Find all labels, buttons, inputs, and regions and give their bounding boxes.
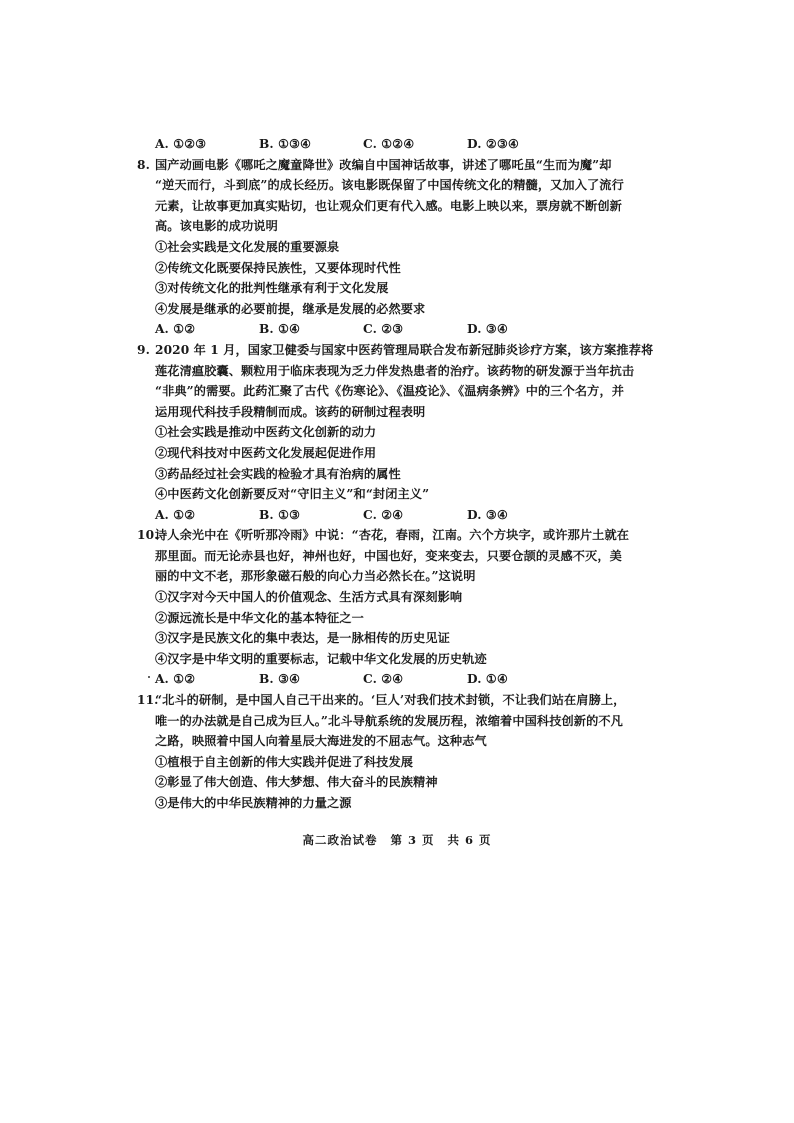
question-text-line: 高。该电影的成功说明 [155, 219, 278, 234]
answer-choice: C. ②④ [363, 672, 404, 687]
question-text-line: “逆天而行，斗到底”的成长经历。该电影既保留了中国传统文化的精髓，又加入了流行 [155, 178, 624, 193]
page-number: 第 3 页 [390, 833, 435, 847]
question-11 [137, 690, 675, 814]
statement-item: ②传统文化既要保持民族性，又要体现时代性 [155, 260, 401, 275]
answer-choice: D. ③④ [467, 322, 508, 337]
answer-choice: B. ①④ [259, 322, 301, 337]
answer-choice: A. ①②③ [155, 137, 207, 151]
answer-choice: D. ②③④ [467, 137, 519, 151]
question-text-line: 那里面。而无论赤县也好，神州也好，中国也好，变来变去，只要仓颉的灵感不灭，美 [155, 548, 622, 563]
question-text-line: 之路，映照着中国人向着星辰大海进发的不屈志气。这种志气 [155, 734, 487, 749]
scan-speck [148, 676, 150, 678]
answer-choice: A. ①② [155, 507, 196, 522]
answer-choice: C. ②③ [363, 322, 404, 337]
question-text-line: 丽的中文不老，那形象磁石般的向心力当必然长在。”这说明 [155, 569, 476, 584]
statement-item: ③对传统文化的批判性继承有利于文化发展 [155, 281, 389, 296]
question-number: 9. [137, 342, 150, 357]
question-10 [137, 525, 675, 690]
statement-item: ①社会实践是推动中医药文化创新的动力 [155, 425, 377, 440]
question-text-line: 国产动画电影《哪吒之魔童降世》改编自中国神话故事，讲述了哪吒虽“生而为魔”却 [155, 157, 612, 172]
question-content [137, 134, 675, 814]
statement-item: ①植根于自主创新的伟大实践并促进了科技发展 [155, 754, 414, 769]
statement-item: ②现代科技对中医药文化发展起促进作用 [155, 445, 377, 460]
question-number: 8. [137, 157, 150, 172]
answer-choice: C. ①②④ [363, 137, 415, 151]
answer-choice: A. ①② [155, 672, 196, 687]
answer-choices [155, 319, 675, 340]
statement-item: ②源远流长是中华文化的基本特征之一 [155, 610, 364, 625]
question-text-line: “北斗的研制，是中国人自己干出来的。‘巨人’对我们技术封锁，不让我们站在肩膀上， [155, 693, 626, 708]
statement-item: ④汉字是中华文明的重要标志，记载中华文化发展的历史轨迹 [155, 651, 487, 666]
question-text-line: 唯一的办法就是自己成为巨人。”北斗导航系统的发展历程，浓缩着中国科技创新的不凡 [155, 713, 623, 728]
answer-choice: B. ①③ [259, 507, 301, 522]
answer-choice: D. ①④ [467, 672, 508, 687]
statement-item: ④发展是继承的必要前提，继承是发展的必然要求 [155, 301, 426, 316]
answer-choice: B. ③④ [259, 672, 301, 687]
statement-item: ④中医药文化创新要反对“守旧主义”和“封闭主义” [155, 487, 430, 502]
question-text-line: 诗人余光中在《听听那冷雨》中说：“杏花，春雨，江南。六个方块字，或许那片土就在 [155, 528, 630, 543]
question-8 [137, 155, 675, 340]
statement-item: ②彰显了伟大创造、伟大梦想、伟大奋斗的民族精神 [155, 775, 438, 790]
answer-choices-q7 [155, 134, 675, 155]
statement-item: ③药品经过社会实践的检验才具有治病的属性 [155, 466, 401, 481]
question-text-line: 莲花清瘟胶囊、颗粒用于临床表现为乏力伴发热患者的治疗。该药物的研发源于当年抗击 [155, 363, 635, 378]
question-text-line: 运用现代科技手段精制而成。该药的研制过程表明 [155, 404, 426, 419]
answer-choices [155, 669, 675, 690]
question-number: 11. [137, 693, 159, 708]
answer-choices [155, 505, 675, 526]
exam-title: 高二政治试卷 [302, 833, 378, 847]
statement-item: ③汉字是民族文化的集中表达，是一脉相传的历史见证 [155, 631, 450, 646]
question-number: 10. [137, 528, 159, 543]
question-text-line: 2020 年 1 月，国家卫健委与国家中医药管理局联合发布新冠肺炎诊疗方案，该方案推荐将 [155, 342, 654, 357]
statement-item: ①社会实践是文化发展的重要源泉 [155, 239, 340, 254]
answer-choice: D. ③④ [467, 507, 508, 522]
answer-choice: C. ②④ [363, 507, 404, 522]
statement-item: ③是伟大的中华民族精神的力量之源 [155, 796, 352, 810]
answer-choice: A. ①② [155, 322, 196, 337]
question-text-line: 元素，让故事更加真实贴切，也让观众们更有代入感。电影上映以来，票房就不断创新 [155, 198, 622, 213]
statement-item: ①汉字对今天中国人的价值观念、生活方式具有深刻影响 [155, 590, 463, 605]
answer-choice: B. ①③④ [259, 137, 312, 151]
question-9 [137, 340, 675, 525]
page-total: 共 6 页 [447, 833, 492, 847]
question-text-line: “非典”的需要。此药汇聚了古代《伤寒论》、《温疫论》、《温病条辨》中的三个名方，并 [155, 384, 625, 399]
page-footer [0, 832, 794, 848]
